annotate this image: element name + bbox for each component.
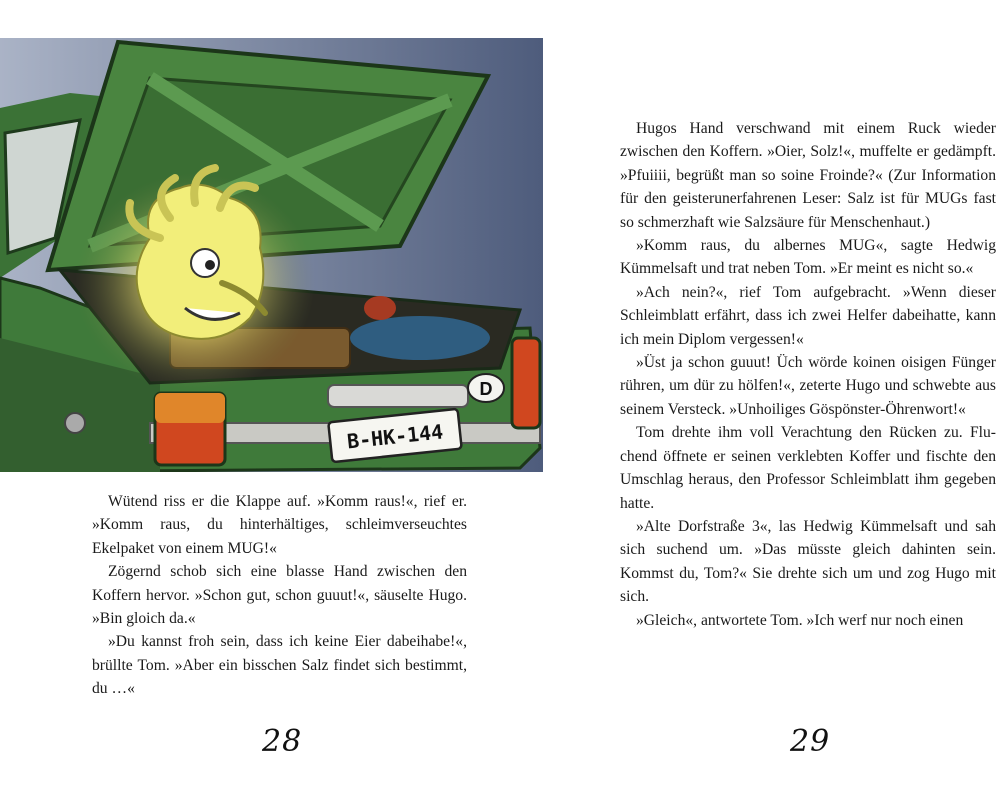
trunk-lock (65, 413, 85, 433)
paragraph: Zögernd schob sich eine blasse Hand zwischen den Koffern hervor. »Schon gut, schon guuut!«, säuselte Hugo. »Bin gloich da.« (92, 563, 467, 628)
chrome-handle (328, 385, 468, 407)
paragraph: Tom drehte ihm voll Verachtung den Rücken zu. Fluchend öffnete er seinen verklebten Koffer und fischte den Umschlag heraus, den Professor Schleimblatt ihm gegeben hatte. (620, 424, 996, 512)
paragraph: »Üst ja schon guuut! Üch wörde koinen oisigen Fünger rühren, um dür zu hölfen!«, zeterte Hugo und schwebte aus seinem Versteck. »Unhoiliges Göspönster-Öhrenwort!« (620, 354, 996, 418)
paragraph: Wütend riss er die Klappe auf. »Komm raus!«, rief er. »Komm raus, du hinterhältiges, schleimverseuchtes Ekelpaket von einem MUG!« (92, 493, 467, 557)
page-number-right: 29 (790, 724, 831, 759)
license-plate-text: B-HK-144 (345, 419, 445, 454)
paragraph: »Alte Dorfstraße 3«, las Hedwig Kümmelsaft und sah sich suchend um. »Das müsste gleich dahinten sein. Kommst du, Tom?« Sie drehte sich um und zog Hugo mit sich. (620, 517, 996, 606)
paragraph: Hugos Hand verschwand mit einem Ruck wieder zwischen den Koffern. »Oier, Solz!«, muffelte er gedämpft. »Pfuiiii, begrüßt man so soine Froinde?« (Zur Information für den geisterunerfahrenen Leser: Salz ist für MUGs fast so schmerzhaft wie Salzsäure für Menschenhaut.) (620, 120, 996, 231)
bag-blue (350, 316, 490, 360)
illustration-svg (0, 38, 543, 472)
right-page-text (620, 117, 996, 632)
paragraph: »Gleich«, antwortete Tom. »Ich werf nur noch einen (636, 611, 964, 629)
bag-red (364, 296, 396, 320)
tail-light-right (512, 338, 540, 428)
country-code: D (479, 379, 493, 399)
paragraph: »Du kannst froh sein, dass ich keine Eier dabeihabe!«, brüllte Tom. »Aber ein bisschen Salz findet sich bestimmt, du …« (92, 633, 467, 698)
page-number-left: 28 (262, 724, 303, 759)
paragraph: »Ach nein?«, rief Tom aufgebracht. »Wenn dieser Schleimblatt erfährt, dass ich zwei Helfer dabeihatte, kann ich mein Diplom vergessen!« (620, 283, 996, 348)
paragraph: »Komm raus, du albernes MUG«, sagte Hedwig Kümmelsaft und trat neben Tom. »Er meint es nicht so.« (620, 237, 996, 278)
left-page-text (92, 490, 467, 701)
car-trunk-illustration (0, 38, 543, 472)
